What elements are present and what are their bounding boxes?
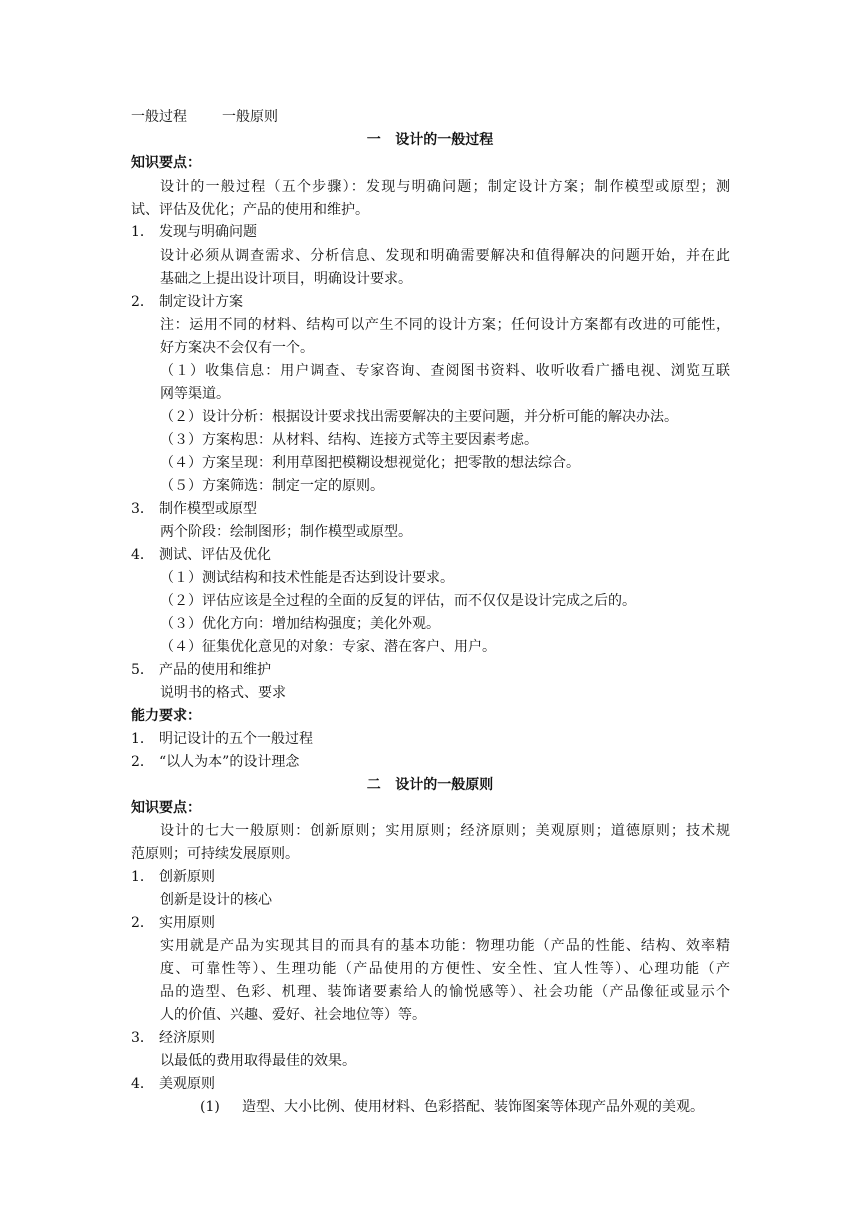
body-line: （１）测试结构和技术性能是否达到设计要求。 bbox=[160, 570, 454, 586]
body-line: （４）方案呈现：利用草图把模糊设想视觉化；把零散的想法综合。 bbox=[160, 455, 580, 471]
body-line: 创新是设计的核心 bbox=[160, 892, 272, 908]
body-line: （５）方案筛选：制定一定的原则。 bbox=[160, 478, 384, 494]
item-title: 经济原则 bbox=[159, 1030, 215, 1046]
beauty-subitem-number: (1) bbox=[200, 1099, 220, 1115]
body-line: 基础之上提出设计项目，明确设计要求。 bbox=[160, 271, 412, 287]
body-line: （１）收集信息：用户调查、专家咨询、查阅图书资料、收听收看广播电视、浏览互联 bbox=[160, 363, 730, 379]
body-line: （２）评估应该是全过程的全面的反复的评估，而不仅仅是设计完成之后的。 bbox=[160, 593, 636, 609]
body-line: （３）方案构思：从材料、结构、连接方式等主要因素考虑。 bbox=[160, 432, 538, 448]
body-line: （４）征集优化意见的对象：专家、潜在客户、用户。 bbox=[160, 639, 496, 655]
body-line: 两个阶段：绘制图形；制作模型或原型。 bbox=[160, 524, 412, 540]
body-line: 品的造型、色彩、机理、装饰诸要素给人的愉悦感等）、社会功能（产品像征或显示个 bbox=[160, 984, 730, 1000]
item-number: 4． bbox=[131, 547, 154, 563]
ability-text: “以人为本”的设计理念 bbox=[159, 754, 300, 770]
item-title: 发现与明确问题 bbox=[159, 224, 257, 240]
body-line: 网等渠道。 bbox=[160, 386, 230, 402]
section2-knowledge-label: 知识要点： bbox=[131, 800, 201, 816]
item-number: 4． bbox=[131, 1076, 154, 1092]
item-title: 实用原则 bbox=[159, 915, 215, 931]
body-line: 好方案决不会仅有一个。 bbox=[160, 340, 314, 356]
principle-item-heading bbox=[131, 1028, 215, 1048]
item-title: 创新原则 bbox=[159, 869, 215, 885]
body-line: 度、可靠性等）、生理功能（产品使用的方便性、安全性、宜人性等）、心理功能（产 bbox=[160, 961, 730, 977]
header-general-process: 一般过程 bbox=[131, 109, 187, 125]
section1-intro-line: 设计的一般过程（五个步骤）：发现与明确问题；制定设计方案；制作模型或原型；测 bbox=[160, 179, 730, 195]
section1-ability-label: 能力要求： bbox=[131, 708, 201, 724]
process-item-heading bbox=[131, 545, 271, 565]
body-line: 设计必须从调查需求、分析信息、发现和明确需要解决和值得解决的问题开始，并在此 bbox=[160, 248, 730, 264]
process-item-heading bbox=[131, 660, 271, 680]
process-item-heading bbox=[131, 499, 257, 519]
ability-item bbox=[131, 729, 313, 749]
item-title: 测试、评估及优化 bbox=[159, 547, 271, 563]
beauty-subitem-text: 造型、大小比例、使用材料、色彩搭配、装饰图案等体现产品外观的美观。 bbox=[242, 1099, 704, 1115]
header-general-principles: 一般原则 bbox=[222, 109, 278, 125]
item-number: 2． bbox=[131, 754, 154, 770]
item-number: 2． bbox=[131, 915, 154, 931]
principle-item-heading bbox=[131, 867, 215, 887]
item-title: 产品的使用和维护 bbox=[159, 662, 271, 678]
ability-text: 明记设计的五个一般过程 bbox=[159, 731, 313, 747]
item-number: 1． bbox=[131, 731, 154, 747]
item-number: 5． bbox=[131, 662, 154, 678]
item-number: 3． bbox=[131, 1030, 154, 1046]
body-line: 注：运用不同的材料、结构可以产生不同的设计方案；任何设计方案都有改进的可能性， bbox=[160, 317, 730, 333]
item-number: 1． bbox=[131, 869, 154, 885]
section1-intro-line: 试、评估及优化；产品的使用和维护。 bbox=[131, 202, 369, 218]
process-item-heading bbox=[131, 292, 243, 312]
item-title: 制作模型或原型 bbox=[159, 501, 257, 517]
body-line: （３）优化方向：增加结构强度；美化外观。 bbox=[160, 616, 440, 632]
item-number: 3． bbox=[131, 501, 154, 517]
section1-knowledge-label: 知识要点： bbox=[131, 155, 201, 171]
item-number: 2． bbox=[131, 294, 154, 310]
item-title: 美观原则 bbox=[159, 1076, 215, 1092]
item-number: 1． bbox=[131, 224, 154, 240]
item-title: 制定设计方案 bbox=[159, 294, 243, 310]
body-line: （２）设计分析：根据设计要求找出需要解决的主要问题，并分析可能的解决办法。 bbox=[160, 409, 678, 425]
body-line: 人的价值、兴趣、爱好、社会地位等）等。 bbox=[160, 1007, 426, 1023]
section2-intro-line: 范原则；可持续发展原则。 bbox=[131, 846, 299, 862]
principle-item-heading bbox=[131, 1074, 215, 1094]
body-line: 实用就是产品为实现其目的而具有的基本功能：物理功能（产品的性能、结构、效率精 bbox=[160, 938, 730, 954]
ability-item bbox=[131, 752, 299, 772]
section2-intro-line: 设计的七大一般原则：创新原则；实用原则；经济原则；美观原则；道德原则；技术规 bbox=[160, 823, 730, 839]
process-item-heading bbox=[131, 222, 257, 242]
section2-title: 二 设计的一般原则 bbox=[366, 777, 494, 793]
body-line: 以最低的费用取得最佳的效果。 bbox=[160, 1053, 356, 1069]
principle-item-heading bbox=[131, 913, 215, 933]
section1-title: 一 设计的一般过程 bbox=[366, 132, 494, 148]
body-line: 说明书的格式、要求 bbox=[160, 685, 286, 701]
